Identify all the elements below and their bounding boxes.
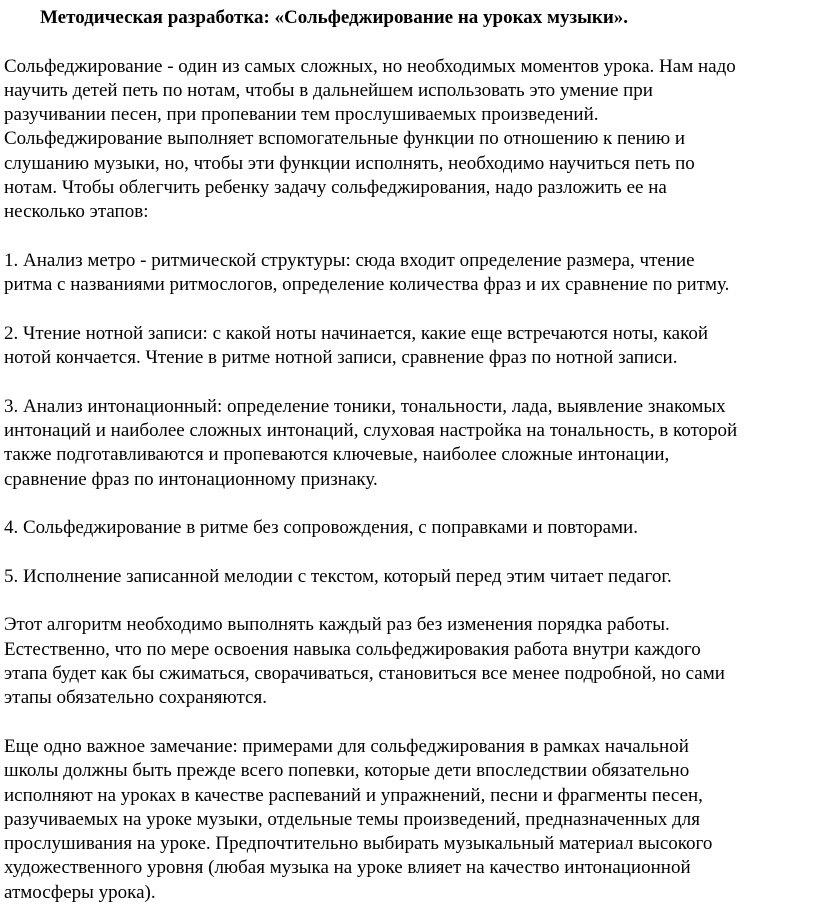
paragraph-line: Естественно, что по мере освоения навыка сольфеджировакия работа внутри каждого — [4, 638, 701, 660]
paragraph-line: 5. Исполнение записанной мелодии с текстом, который перед этим читает педагог. — [4, 565, 672, 587]
paragraph — [4, 322, 812, 371]
paragraph-line: сравнение фраз по интонационному признаку. — [4, 468, 378, 490]
paragraph-line: слушанию музыки, но, чтобы эти функции исполнять, необходимо научиться петь по — [4, 152, 695, 174]
paragraph-line: Сольфеджирование выполняет вспомогательные функции по отношению к пению и — [4, 128, 686, 150]
paragraph-line: Этот алгоритм необходимо выполнять каждый раз без изменения порядка работы. — [4, 614, 670, 636]
paragraph — [4, 516, 812, 540]
paragraph-line: художественного уровня (любая музыка на уроке влияет на качество интонационной — [4, 857, 691, 879]
paragraph — [4, 613, 812, 710]
paragraph-line: научить детей петь по нотам, чтобы в дальнейшем использовать это умение при — [4, 79, 653, 101]
paragraph-line: нотой кончается. Чтение в ритме нотной записи, сравнение фраз по нотной записи. — [4, 347, 678, 369]
paragraph-line: прослушивания на уроке. Предпочтительно выбирать музыкальный материал высокого — [4, 833, 713, 855]
document-body — [4, 55, 812, 905]
paragraph-line: разучиваемых на уроке музыки, отдельные темы произведений, предназначенных для — [4, 808, 700, 830]
paragraph — [4, 55, 812, 225]
paragraph — [4, 395, 812, 492]
paragraph-line: также подготавливаются и пропеваются ключевые, наиболее сложные интонации, — [4, 444, 670, 466]
paragraph-line: ритма с названиями ритмослогов, определение количества фраз и их сравнение по ритму. — [4, 274, 730, 296]
paragraph-line: интонаций и наиболее сложных интонаций, слуховая настройка на тональность, в которой — [4, 420, 738, 442]
paragraph-line: Сольфеджирование - один из самых сложных, но необходимых моментов урока. Нам надо — [4, 55, 736, 77]
paragraph-line: нотам. Чтобы облегчить ребенку задачу сольфеджирования, надо разложить ее на — [4, 177, 667, 199]
paragraph-line: этапа будет как бы сжиматься, сворачиваться, становиться все менее подробной, но сами — [4, 663, 725, 685]
paragraph-line: 4. Сольфеджирование в ритме без сопровождения, с поправками и повторами. — [4, 517, 638, 539]
paragraph — [4, 249, 812, 298]
paragraph — [4, 565, 812, 589]
paragraph — [4, 735, 812, 905]
paragraph-line: исполняют на уроках в качестве распеваний и упражнений, песни и фрагменты песен, — [4, 784, 703, 806]
paragraph-line: 3. Анализ интонационный: определение тоники, тональности, лада, выявление знакомых — [4, 395, 726, 417]
paragraph-line: этапы обязательно сохраняются. — [4, 687, 267, 709]
paragraph-line: несколько этапов: — [4, 201, 149, 223]
paragraph-line: атмосферы урока). — [4, 881, 156, 903]
paragraph-line: разучивании песен, при пропевании тем прослушиваемых произведений. — [4, 104, 599, 126]
document-title: Методическая разработка: «Сольфеджирование на уроках музыки». — [40, 7, 629, 28]
paragraph-line: Еще одно важное замечание: примерами для сольфеджирования в рамках начальной — [4, 735, 689, 757]
paragraph-line: 1. Анализ метро - ритмической структуры: сюда входит определение размера, чтение — [4, 249, 695, 271]
paragraph-line: 2. Чтение нотной записи: с какой ноты начинается, какие еще встречаются ноты, какой — [4, 322, 709, 344]
paragraph-line: школы должны быть прежде всего попевки, которые дети впоследствии обязательно — [4, 760, 690, 782]
